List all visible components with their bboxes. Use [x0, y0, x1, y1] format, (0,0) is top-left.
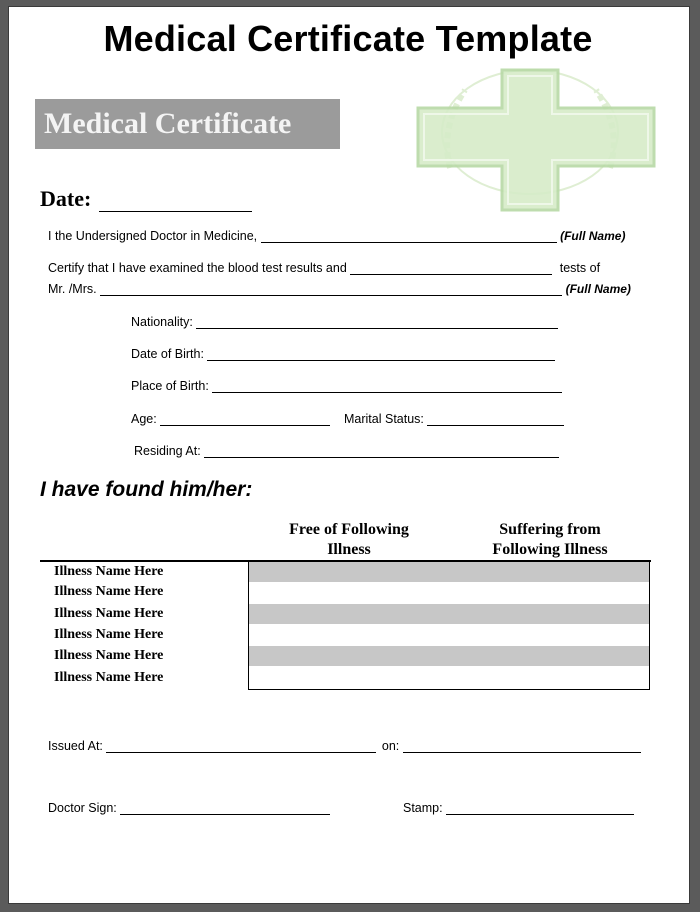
- place-of-birth-label: Place of Birth:: [131, 379, 209, 393]
- table-row-label: Illness Name Here: [54, 606, 164, 621]
- table-row-label: Illness Name Here: [54, 564, 164, 579]
- date-label: Date:: [40, 186, 92, 211]
- date-row: [40, 186, 252, 212]
- age-row: [131, 412, 330, 426]
- certify-line: [48, 261, 600, 275]
- stamp-label: Stamp:: [403, 801, 443, 815]
- table-row-band: [249, 646, 649, 666]
- nationality-label: Nationality:: [131, 315, 193, 329]
- table-row-label: Illness Name Here: [54, 584, 164, 599]
- blood-test-field[interactable]: [350, 262, 552, 275]
- full-name-note: (Full Name): [560, 229, 626, 243]
- date-of-birth-label: Date of Birth:: [131, 347, 204, 361]
- place-of-birth-row: [131, 379, 562, 393]
- column-header-suffering: [450, 520, 650, 560]
- column-header-free-text: Free of Following Illness: [289, 521, 409, 558]
- age-field[interactable]: [160, 413, 330, 426]
- medical-cross-watermark-icon: [410, 58, 660, 218]
- stamp-row: [403, 801, 634, 815]
- issued-at-label: Issued At:: [48, 739, 103, 753]
- table-row-label: Illness Name Here: [54, 670, 164, 685]
- column-header-suffering-text: Suffering from Following Illness: [492, 521, 608, 558]
- doctor-name-field[interactable]: [261, 230, 557, 243]
- tests-of-text: tests of: [559, 261, 601, 275]
- age-label: Age:: [131, 412, 157, 426]
- marital-status-label: Marital Status:: [344, 412, 424, 426]
- table-row-label: Illness Name Here: [54, 648, 164, 663]
- residing-at-label: Residing At:: [134, 444, 201, 458]
- date-field[interactable]: [99, 211, 252, 212]
- residing-at-field[interactable]: [204, 445, 559, 458]
- doctor-sign-label: Doctor Sign:: [48, 801, 117, 815]
- page-title: Medical Certificate Template: [103, 18, 593, 59]
- full-name-note-2: (Full Name): [565, 282, 631, 296]
- table-row-label: Illness Name Here: [54, 627, 164, 642]
- findings-heading: I have found him/her:: [40, 478, 253, 501]
- nationality-field[interactable]: [196, 316, 558, 329]
- stamp-field[interactable]: [446, 802, 634, 815]
- undersigned-line: [48, 229, 625, 243]
- date-of-birth-field[interactable]: [207, 348, 555, 361]
- table-row-band: [249, 604, 649, 624]
- date-of-birth-row: [131, 347, 555, 361]
- marital-status-row: [344, 412, 564, 426]
- patient-name-field[interactable]: [100, 283, 562, 296]
- issued-at-row: [48, 739, 641, 753]
- undersigned-text: I the Undersigned Doctor in Medicine,: [48, 229, 258, 243]
- place-of-birth-field[interactable]: [212, 380, 562, 393]
- illness-table: [248, 562, 650, 690]
- marital-status-field[interactable]: [427, 413, 564, 426]
- mr-mrs-label: Mr. /Mrs.: [48, 282, 97, 296]
- table-row-band: [249, 562, 649, 582]
- certificate-banner: Medical Certificate: [35, 99, 340, 149]
- residing-at-row: [134, 444, 559, 458]
- doctor-sign-row: [48, 801, 330, 815]
- issued-on-field[interactable]: [403, 740, 641, 753]
- issued-at-field[interactable]: [106, 740, 376, 753]
- on-label: on:: [381, 739, 400, 753]
- patient-line: [48, 282, 631, 296]
- column-header-free: [249, 520, 449, 560]
- doctor-sign-field[interactable]: [120, 802, 330, 815]
- certify-text: Certify that I have examined the blood test results and: [48, 261, 347, 275]
- nationality-row: [131, 315, 558, 329]
